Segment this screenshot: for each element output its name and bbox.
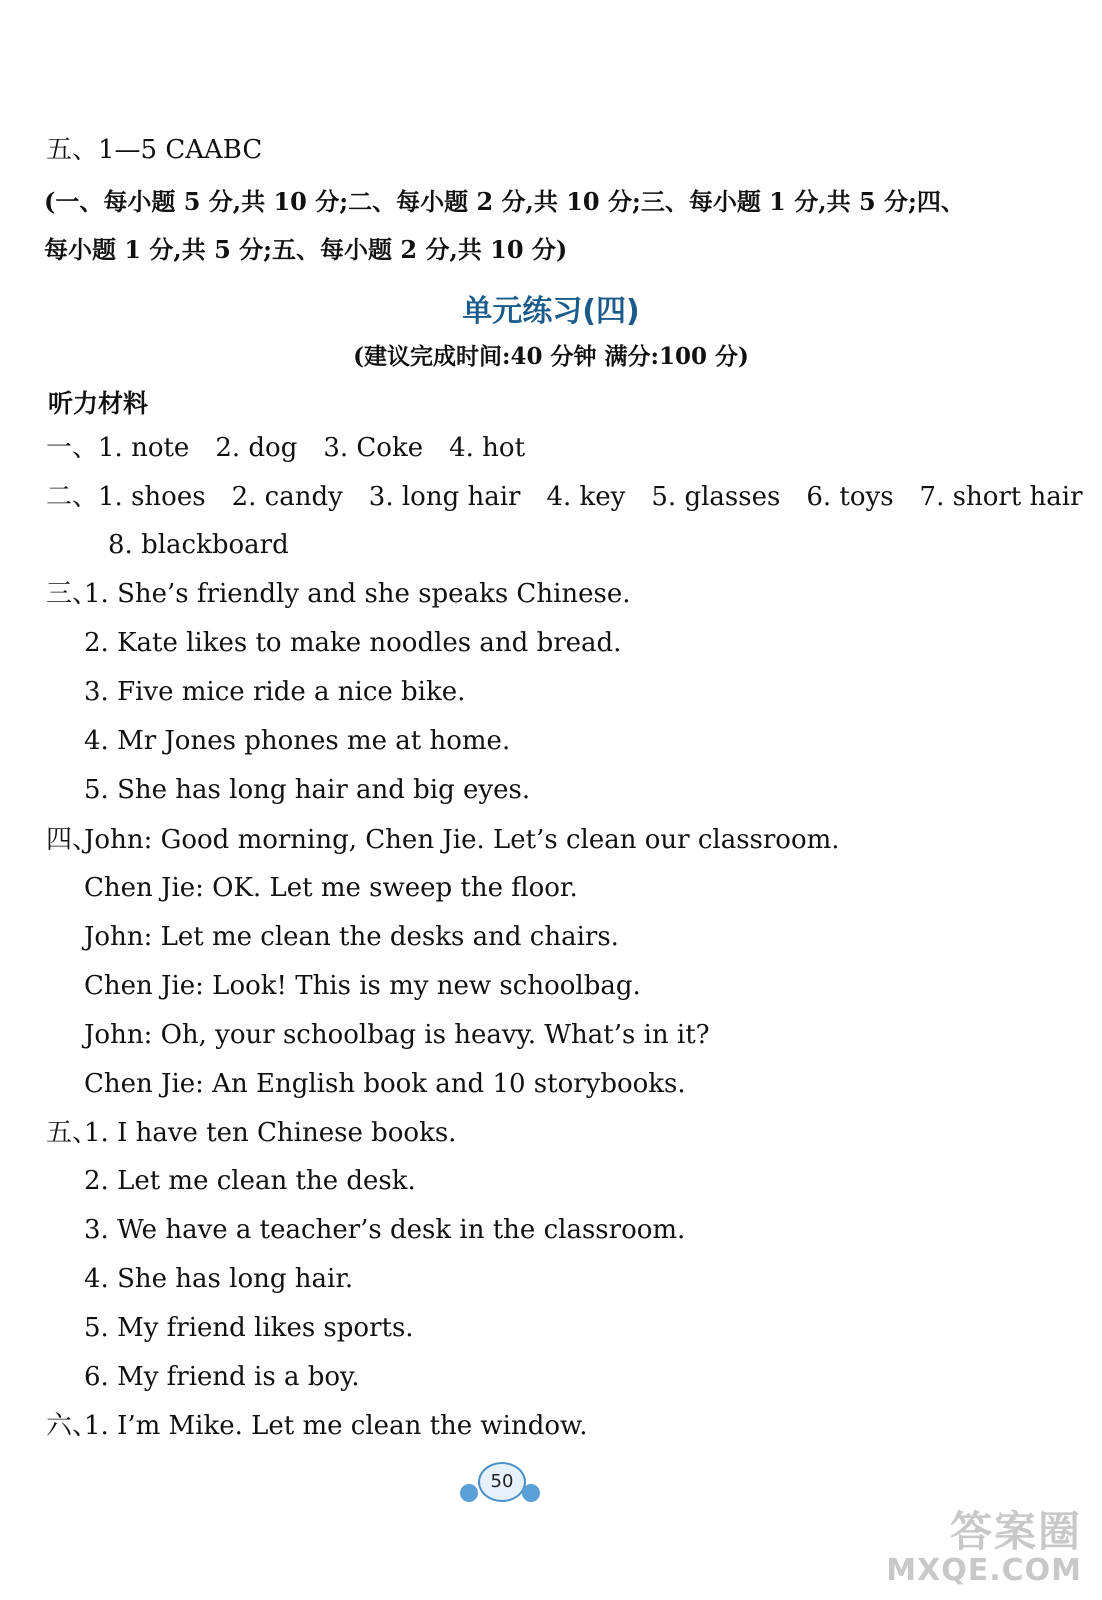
list-item: 2. candy xyxy=(231,482,343,512)
section-heading: 听力材料 xyxy=(48,389,149,418)
list-item: 1. note xyxy=(98,433,190,463)
unit-title: 单元练习(四) xyxy=(462,294,640,329)
part1-line xyxy=(46,432,551,464)
bubble-decoration-icon xyxy=(522,1484,540,1502)
list-item: 3. Five mice ride a nice bike. xyxy=(84,677,466,707)
part3-prefix: 三、 xyxy=(46,579,99,609)
watermark-bottom: MXQE.COM xyxy=(886,1552,1082,1588)
list-item: 4. hot xyxy=(449,433,526,463)
list-item: 1. I’m Mike. Let me clean the window. xyxy=(84,1411,588,1441)
part2-prefix: 二、 xyxy=(46,482,99,512)
part2-line xyxy=(46,481,1083,513)
watermark-top: 答案圈 xyxy=(949,1507,1082,1557)
part6-prefix: 六、 xyxy=(46,1411,99,1441)
list-item: 5. My friend likes sports. xyxy=(84,1313,414,1343)
page-number-badge xyxy=(460,1462,540,1508)
list-item: 2. dog xyxy=(215,433,298,463)
part4-prefix: 四、 xyxy=(46,825,99,855)
list-item: 1. I have ten Chinese books. xyxy=(84,1118,457,1148)
prev-answer: 五、1—5 CAABC xyxy=(46,135,263,165)
list-item: 4. Mr Jones phones me at home. xyxy=(84,726,511,756)
scoring-line-1: (一、每小题 5 分,共 10 分;二、每小题 2 分,共 10 分;三、每小题 1 分,共 5 分;四、 xyxy=(44,187,965,216)
list-item: 3. Coke xyxy=(323,433,424,463)
scoring-line-2: 每小题 1 分,共 5 分;五、每小题 2 分,共 10 分) xyxy=(44,235,568,264)
list-item: 2. Let me clean the desk. xyxy=(84,1166,416,1196)
unit-subtitle: (建议完成时间:40 分钟 满分:100 分) xyxy=(353,343,749,370)
dialogue-line: Chen Jie: OK. Let me sweep the floor. xyxy=(84,873,578,903)
watermark xyxy=(886,1507,1082,1588)
list-item: 5. She has long hair and big eyes. xyxy=(84,775,531,805)
dialogue-line: Chen Jie: An English book and 10 storybooks. xyxy=(84,1069,686,1099)
dialogue-line: Chen Jie: Look! This is my new schoolbag. xyxy=(84,971,641,1001)
part5-prefix: 五、 xyxy=(46,1118,99,1148)
part2-wrap-item: 8. blackboard xyxy=(108,530,289,560)
list-item: 3. We have a teacher’s desk in the classroom. xyxy=(84,1215,686,1245)
list-item: 3. long hair xyxy=(368,482,521,512)
list-item: 7. short hair xyxy=(919,482,1083,512)
list-item: 6. My friend is a boy. xyxy=(84,1362,360,1392)
list-item: 2. Kate likes to make noodles and bread. xyxy=(84,628,622,658)
part1-prefix: 一、 xyxy=(46,433,99,463)
page-number: 50 xyxy=(478,1462,526,1502)
dialogue-line: John: Let me clean the desks and chairs. xyxy=(84,922,619,952)
list-item: 1. shoes xyxy=(98,482,206,512)
dialogue-line: John: Good morning, Chen Jie. Let’s clean our classroom. xyxy=(84,825,840,855)
list-item: 1. She’s friendly and she speaks Chinese. xyxy=(84,579,631,609)
list-item: 6. toys xyxy=(806,482,894,512)
dialogue-line: John: Oh, your schoolbag is heavy. What’s in it? xyxy=(84,1020,710,1050)
list-item: 4. key xyxy=(546,482,626,512)
list-item: 5. glasses xyxy=(651,482,781,512)
list-item: 4. She has long hair. xyxy=(84,1264,354,1294)
bubble-decoration-icon xyxy=(460,1484,478,1502)
